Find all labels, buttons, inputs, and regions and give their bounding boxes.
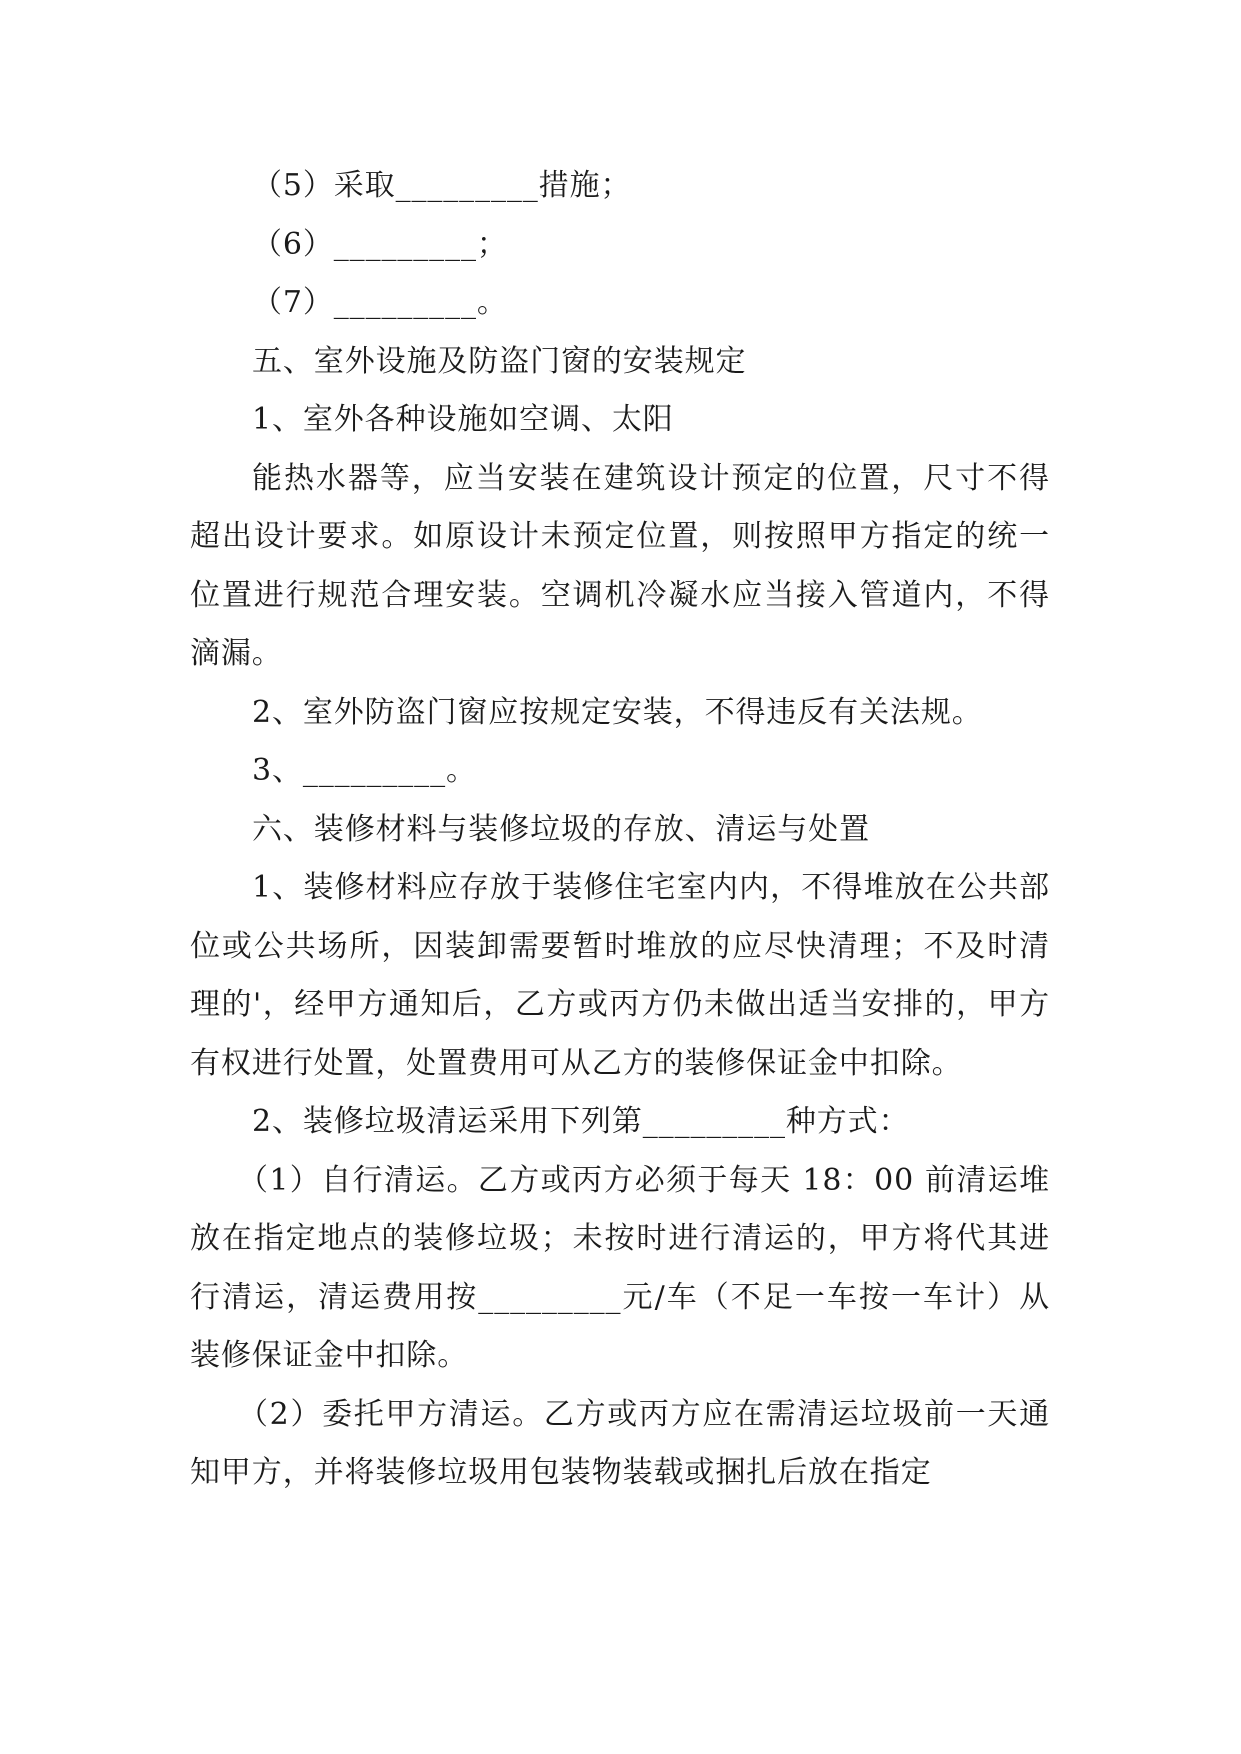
clause-item-6: （6）_________； [252, 226, 508, 262]
clause-5-2: 2、室外防盗门窗应按规定安装，不得违反有关法规。 [252, 694, 983, 730]
clause-5-1-start: 1、室外各种设施如空调、太阳 [252, 402, 674, 437]
section-heading-5: 五、室外设施及防盗门窗的安装规定 [252, 343, 747, 379]
clause-5-1-body: 能热水器等，应当安装在建筑设计预定的位置，尺寸不得超出设计要求。如原设计未预定位置，则按照甲方指定的统一位置进行规范合理安装。空调机冷凝水应当接入管道内，不得滴漏。 [190, 460, 1050, 671]
section-heading-6: 六、装修材料与装修垃圾的存放、清运与处置 [252, 811, 870, 847]
document-body [190, 157, 1050, 1503]
clause-6-2-option-1: （1）自行清运。乙方或丙方必须于每天 18：00 前清运堆放在指定地点的装修垃圾；未按时进行清运的，甲方将代其进行清运，清运费用按_________元/车（不足一车按一车计）从装修保证金中扣除。 [190, 1162, 1050, 1373]
clause-item-7: （7）_________。 [252, 285, 508, 320]
clause-6-2: 2、装修垃圾清运采用下列第_________种方式： [252, 1104, 910, 1139]
clause-6-1: 1、装修材料应存放于装修住宅室内内，不得堆放在公共部位或公共场所，因装卸需要暂时堆放的应尽快清理；不及时清理的'，经甲方通知后，乙方或丙方仍未做出适当安排的，甲方有权进行处置，处置费用可从乙方的装修保证金中扣除。 [190, 870, 1050, 1081]
clause-5-3: 3、_________。 [252, 753, 477, 788]
clause-item-5: （5）采取_________措施； [252, 168, 632, 203]
clause-6-2-option-2: （2）委托甲方清运。乙方或丙方应在需清运垃圾前一天通知甲方，并将装修垃圾用包装物装载或捆扎后放在指定 [190, 1396, 1050, 1490]
